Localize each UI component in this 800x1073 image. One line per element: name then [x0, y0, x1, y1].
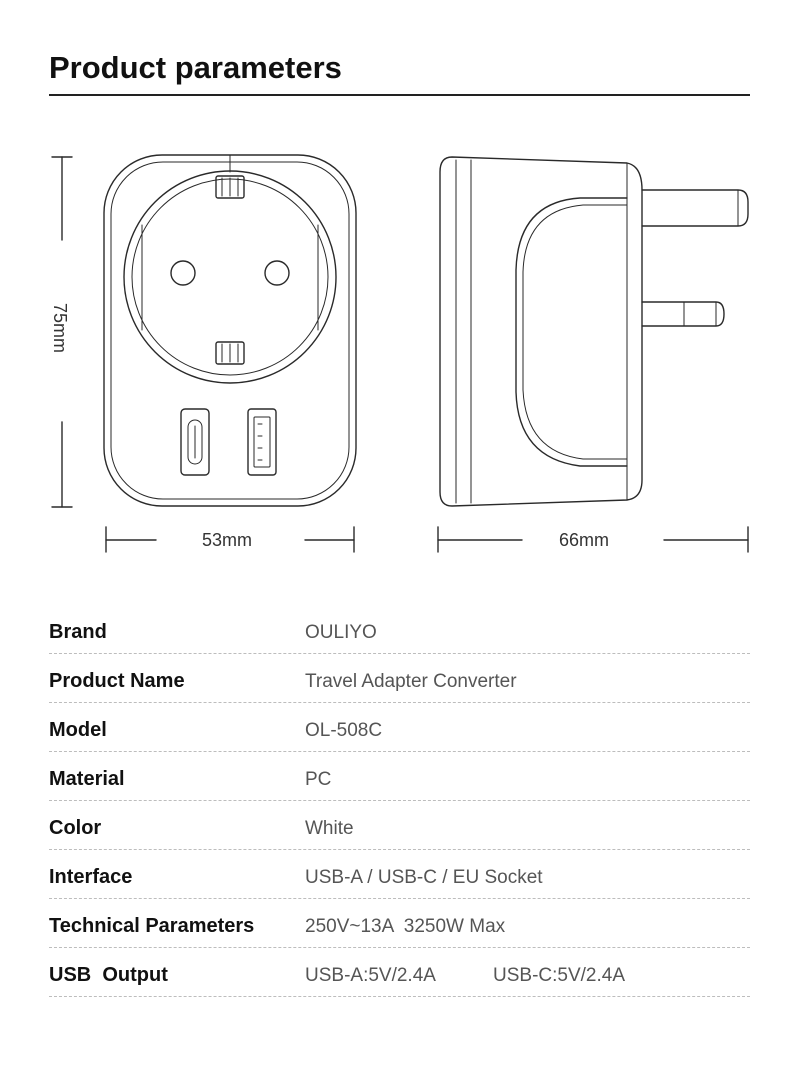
- spec-value: PC: [305, 769, 332, 790]
- spec-key: Technical Parameters: [49, 915, 255, 937]
- spec-value: 250V~13A 3250W Max: [305, 916, 506, 937]
- width-dimension-label: 53mm: [201, 530, 253, 550]
- spec-row-color: [49, 802, 750, 850]
- spec-row-model: [49, 704, 750, 752]
- spec-row-technical-parameters: [49, 900, 750, 948]
- spec-key: Color: [49, 817, 102, 839]
- spec-row-product-name: [49, 655, 750, 703]
- spec-value: OL-508C: [305, 720, 383, 741]
- spec-value: Travel Adapter Converter: [305, 671, 517, 692]
- title-divider: [49, 94, 750, 96]
- spec-row-brand: [49, 606, 750, 654]
- adapter-side-view: [440, 157, 748, 506]
- product-dimension-drawing: [0, 130, 800, 570]
- spec-value-usb-a: USB-A:5V/2.4A: [305, 965, 436, 986]
- depth-dimension-label: 66mm: [558, 530, 610, 550]
- spec-value: OULIYO: [305, 622, 377, 643]
- spec-key: Product Name: [49, 670, 185, 692]
- spec-table: [49, 606, 750, 998]
- spec-row-interface: [49, 851, 750, 899]
- height-dimension-label: 75mm: [50, 302, 70, 354]
- spec-value: White: [305, 818, 354, 839]
- spec-value-usb-c: USB-C:5V/2.4A: [493, 965, 625, 986]
- page-title: Product parameters: [49, 50, 342, 85]
- spec-key: Model: [49, 719, 107, 741]
- adapter-front-view: [104, 155, 356, 506]
- spec-value: USB-A / USB-C / EU Socket: [305, 867, 543, 888]
- spec-key: Material: [49, 768, 125, 790]
- spec-row-material: [49, 753, 750, 801]
- spec-key: Interface: [49, 866, 133, 888]
- spec-key: Brand: [49, 621, 107, 643]
- spec-row-usb-output: [49, 949, 750, 997]
- spec-key: USB Output: [49, 964, 168, 986]
